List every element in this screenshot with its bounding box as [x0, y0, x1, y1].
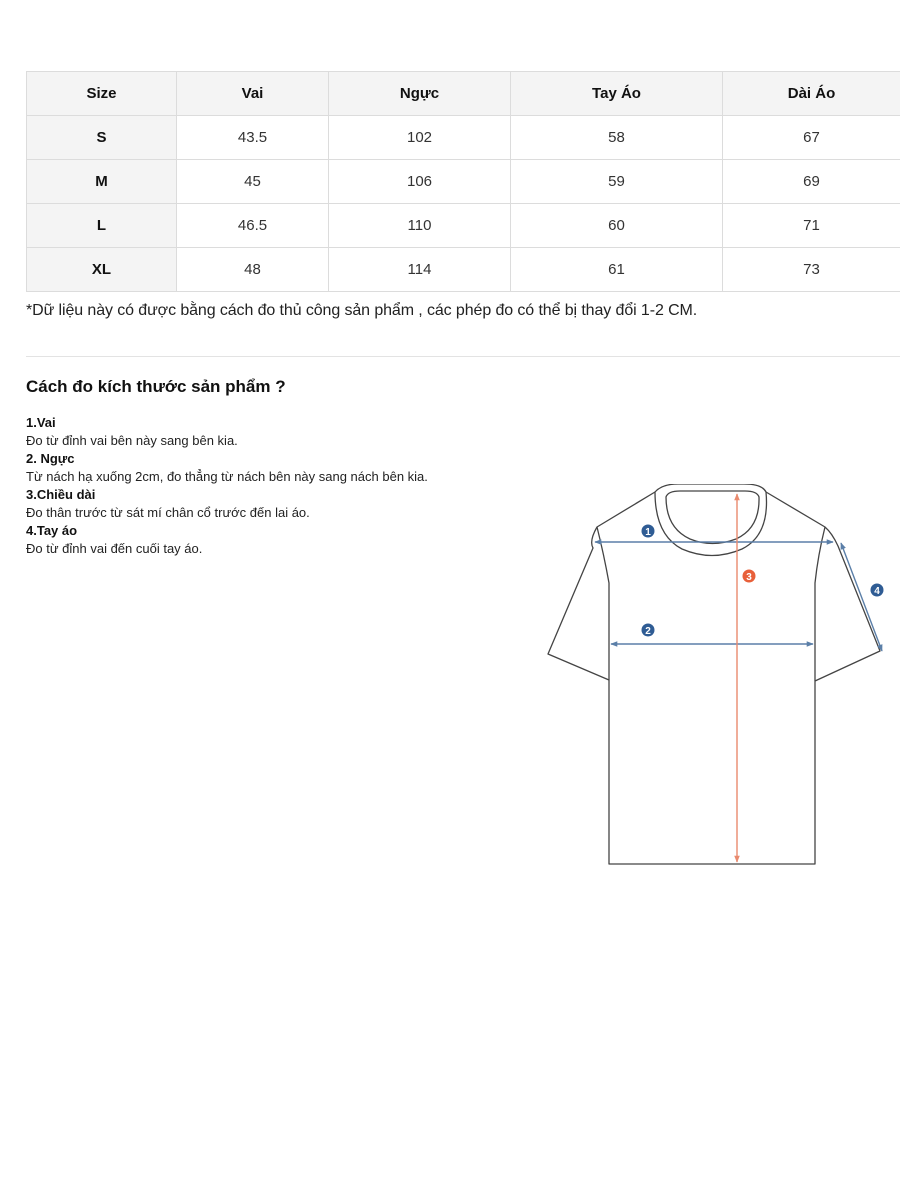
table-row — [27, 160, 900, 204]
table-cell: 59 — [511, 160, 723, 204]
measurement-instructions — [26, 414, 471, 558]
header-size: Size — [27, 72, 177, 116]
size-cell: S — [27, 116, 177, 160]
tshirt-body-outline — [548, 492, 880, 864]
step-text-vai: Đo từ đỉnh vai bên này sang bên kia. — [26, 433, 238, 448]
table-row — [27, 204, 900, 248]
header-vai: Vai — [177, 72, 329, 116]
header-tay-ao: Tay Áo — [511, 72, 723, 116]
size-table — [26, 71, 900, 292]
badge-sleeve — [871, 584, 884, 598]
table-cell: 60 — [511, 204, 723, 248]
table-row — [27, 248, 900, 292]
step-title-tay-ao: 4.Tay áo — [26, 523, 78, 538]
header-dai-ao: Dài Áo — [723, 72, 900, 116]
tshirt-left-sleeve-seam — [597, 527, 609, 680]
section-title: Cách đo kích thước sản phẩm ? — [26, 377, 286, 396]
measurement-note: *Dữ liệu này có được bằng cách đo thủ công sản phẩm , các phép đo có thể bị thay đổi 1-2 CM. — [26, 302, 698, 319]
badge-chest — [642, 624, 655, 638]
tshirt-collar-outer — [655, 484, 767, 556]
tshirt-collar-inner — [666, 491, 759, 544]
table-cell: 73 — [723, 248, 900, 292]
tshirt-outline — [548, 484, 880, 864]
badge-shoulder-number: 1 — [645, 527, 651, 538]
table-cell: 69 — [723, 160, 900, 204]
sleeve-measure-line — [841, 543, 882, 651]
table-cell: 110 — [329, 204, 511, 248]
tshirt-measurement-diagram — [545, 484, 895, 869]
table-cell: 58 — [511, 116, 723, 160]
table-row — [27, 116, 900, 160]
step-title-vai: 1.Vai — [26, 415, 56, 430]
table-cell: 61 — [511, 248, 723, 292]
tshirt-right-sleeve-seam — [815, 527, 825, 681]
step-text-nguc: Từ nách hạ xuống 2cm, đo thẳng từ nách bên này sang nách bên kia. — [26, 469, 428, 484]
size-cell: M — [27, 160, 177, 204]
table-cell: 67 — [723, 116, 900, 160]
badge-length-number: 3 — [746, 572, 752, 583]
step-text-chieu-dai: Đo thân trước từ sát mí chân cổ trước đến lai áo. — [26, 505, 310, 520]
step-title-nguc: 2. Ngực — [26, 451, 75, 466]
badge-chest-number: 2 — [645, 626, 651, 637]
table-header-row — [27, 72, 900, 116]
step-title-chieu-dai: 3.Chiều dài — [26, 487, 96, 502]
step-text-tay-ao: Đo từ đỉnh vai đến cuối tay áo. — [26, 541, 203, 556]
table-cell: 46.5 — [177, 204, 329, 248]
header-nguc: Ngực — [329, 72, 511, 116]
badge-shoulder — [642, 525, 655, 539]
table-cell: 102 — [329, 116, 511, 160]
table-cell: 106 — [329, 160, 511, 204]
table-cell: 71 — [723, 204, 900, 248]
table-cell: 48 — [177, 248, 329, 292]
table-cell: 45 — [177, 160, 329, 204]
size-cell: XL — [27, 248, 177, 292]
badge-sleeve-number: 4 — [874, 586, 880, 597]
table-cell: 43.5 — [177, 116, 329, 160]
size-cell: L — [27, 204, 177, 248]
section-divider — [26, 356, 900, 357]
table-cell: 114 — [329, 248, 511, 292]
badge-length — [743, 570, 756, 584]
